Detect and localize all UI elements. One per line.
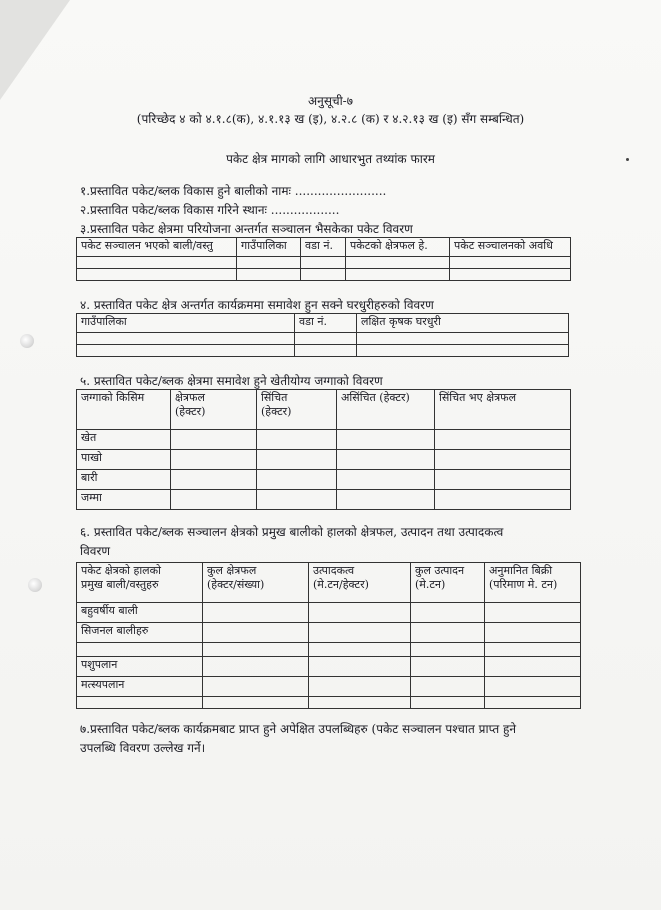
empty-cell[interactable]	[203, 603, 309, 623]
table-row	[77, 657, 581, 677]
empty-cell[interactable]	[450, 269, 571, 281]
empty-cell[interactable]	[435, 430, 571, 450]
row-label: जम्मा	[77, 490, 171, 510]
header-line: क्षेत्रफल	[175, 391, 205, 404]
empty-cell[interactable]	[485, 697, 581, 709]
table-row	[77, 623, 581, 643]
table-row	[77, 677, 581, 697]
empty-cell[interactable]	[77, 345, 295, 357]
schedule-reference: (परिच्छेद ४ को ४.१.८(क), ४.१.१३ ख (इ), ४.२.८ (क) र ४.२.१३ ख (इ) सँग सम्बन्धित)	[136, 112, 525, 126]
empty-cell[interactable]	[411, 623, 485, 643]
empty-cell[interactable]	[337, 470, 435, 490]
header-line: (हेक्टर/संख्या)	[207, 578, 265, 591]
header-cell	[435, 390, 571, 430]
item-7-heading-cont: उपलब्धि विवरण उल्लेख गर्ने।	[80, 741, 206, 755]
item-7-heading: ७.प्रस्तावित पकेट/ब्लक कार्यक्रमबाट प्राप्त हुने अपेक्षित उपलब्धिहरु (पकेट सञ्चालन पश्चात प्राप्त हुने	[80, 722, 517, 736]
empty-cell[interactable]	[203, 677, 309, 697]
header-line: जग्गाको किसिम	[81, 391, 145, 404]
empty-cell[interactable]	[435, 470, 571, 490]
table-row	[77, 333, 569, 345]
empty-cell[interactable]	[171, 450, 257, 470]
header-cell	[203, 563, 309, 603]
empty-cell[interactable]	[435, 490, 571, 510]
empty-cell[interactable]	[357, 345, 569, 357]
form-title: पकेट क्षेत्र मागको लागि आधारभुत तथ्यांक फारम	[226, 152, 435, 166]
header-cell	[171, 390, 257, 430]
header-line: कुल उत्पादन	[415, 564, 465, 577]
header-line: (मे.टन)	[415, 578, 446, 591]
empty-cell[interactable]	[450, 257, 571, 269]
table-row	[77, 345, 569, 357]
header-cell	[77, 563, 203, 603]
schedule-title: अनुसूची-७	[308, 94, 353, 108]
row-label	[77, 643, 203, 657]
header-cell: गाउँपालिका	[77, 314, 295, 333]
empty-cell[interactable]	[411, 697, 485, 709]
header-line: (मे.टन/हेक्टर)	[313, 578, 369, 591]
table-row	[77, 603, 581, 623]
empty-cell[interactable]	[257, 490, 337, 510]
empty-cell[interactable]	[203, 623, 309, 643]
empty-cell[interactable]	[237, 269, 301, 281]
row-label: सिजनल बालीहरु	[77, 623, 203, 643]
empty-cell[interactable]	[257, 450, 337, 470]
empty-cell[interactable]	[346, 269, 450, 281]
empty-cell[interactable]	[171, 490, 257, 510]
table-existing-pockets	[76, 237, 571, 281]
empty-cell[interactable]	[485, 623, 581, 643]
header-line: असिंचित (हेक्टर)	[341, 391, 410, 404]
table-row	[77, 470, 571, 490]
page-fold	[0, 0, 70, 100]
empty-cell[interactable]	[346, 257, 450, 269]
empty-cell[interactable]	[295, 345, 357, 357]
table-header-row	[77, 563, 581, 603]
table-header-row	[77, 314, 569, 333]
header-cell: पकेटको क्षेत्रफल हे.	[346, 238, 450, 257]
header-line: प्रमुख बाली/वस्तुहरु	[81, 578, 159, 591]
table-households	[76, 313, 569, 357]
header-line: अनुमानित बिक्री	[489, 564, 553, 577]
empty-cell[interactable]	[309, 697, 411, 709]
empty-cell[interactable]	[485, 657, 581, 677]
punch-hole-bottom	[28, 578, 42, 592]
empty-cell[interactable]	[411, 643, 485, 657]
item-6-heading: ६. प्रस्तावित पकेट/ब्लक सञ्चालन क्षेत्रको प्रमुख बालीको हालको क्षेत्रफल, उत्पादन तथा उत्पादकत्व	[80, 525, 504, 539]
punch-hole-top	[20, 334, 34, 348]
table-header-row	[77, 238, 571, 257]
empty-cell[interactable]	[77, 333, 295, 345]
header-cell	[257, 390, 337, 430]
header-cell	[77, 390, 171, 430]
empty-cell[interactable]	[435, 450, 571, 470]
table-row	[77, 490, 571, 510]
empty-cell[interactable]	[337, 450, 435, 470]
header-cell: गाउँपालिका	[237, 238, 301, 257]
empty-cell[interactable]	[237, 257, 301, 269]
table-row	[77, 269, 571, 281]
row-label: पशुपलान	[77, 657, 203, 677]
empty-cell[interactable]	[309, 643, 411, 657]
header-cell: लक्षित कृषक घरधुरी	[357, 314, 569, 333]
header-cell	[309, 563, 411, 603]
empty-cell[interactable]	[171, 430, 257, 450]
empty-cell[interactable]	[309, 623, 411, 643]
empty-cell[interactable]	[411, 657, 485, 677]
header-line: सिंचित	[261, 391, 288, 404]
header-line: कुल क्षेत्रफल	[207, 564, 257, 577]
empty-cell[interactable]	[203, 657, 309, 677]
table-header-row	[77, 390, 571, 430]
empty-cell[interactable]	[203, 697, 309, 709]
table-land-details	[76, 389, 571, 510]
header-line: (परिमाण मे. टन)	[489, 578, 558, 591]
empty-cell[interactable]	[301, 269, 346, 281]
header-cell: वडा नं.	[301, 238, 346, 257]
empty-cell[interactable]	[485, 603, 581, 623]
item-6-heading-cont: विवरण	[80, 544, 111, 558]
empty-cell[interactable]	[295, 333, 357, 345]
empty-cell[interactable]	[257, 470, 337, 490]
header-cell: पकेट सञ्चालनको अवधि	[450, 238, 571, 257]
table-row	[77, 430, 571, 450]
empty-cell[interactable]	[485, 677, 581, 697]
item-5-heading: ५. प्रस्तावित पकेट/ब्लक क्षेत्रमा समावेश हुने खेतीयोग्य जग्गाको विवरण	[80, 374, 383, 388]
header-line: (हेक्टर)	[175, 405, 206, 418]
header-line: पकेट क्षेत्रको हालको	[81, 564, 161, 577]
empty-cell[interactable]	[309, 677, 411, 697]
header-cell: वडा नं.	[295, 314, 357, 333]
header-cell: पकेट सञ्चालन भएको बाली/वस्तु	[77, 238, 237, 257]
empty-cell[interactable]	[77, 269, 237, 281]
empty-cell[interactable]	[203, 643, 309, 657]
table-row	[77, 697, 581, 709]
item-1-crop-name: १.प्रस्तावित पकेट/ब्लक विकास हुने बालीको नामः ........................	[80, 184, 387, 198]
empty-cell[interactable]	[171, 470, 257, 490]
table-row	[77, 643, 581, 657]
empty-cell[interactable]	[309, 657, 411, 677]
empty-cell[interactable]	[357, 333, 569, 345]
item-4-heading: ४. प्रस्तावित पकेट क्षेत्र अन्तर्गत कार्यक्रममा समावेश हुन सक्ने घरधुरीहरुको विवरण	[80, 298, 434, 312]
empty-cell[interactable]	[309, 603, 411, 623]
row-label: बहुवर्षीय बाली	[77, 603, 203, 623]
empty-cell[interactable]	[77, 257, 237, 269]
item-2-location: २.प्रस्तावित पकेट/ब्लक विकास गरिने स्थानः ..................	[80, 203, 340, 217]
header-line: (हेक्टर)	[261, 405, 292, 418]
empty-cell[interactable]	[485, 643, 581, 657]
header-line: सिंचित भए क्षेत्रफल	[439, 391, 517, 404]
row-label: खेत	[77, 430, 171, 450]
table-crop-production	[76, 562, 581, 709]
item-3-heading: ३.प्रस्तावित पकेट क्षेत्रमा परियोजना अन्तर्गत सञ्चालन भैसकेका पकेट विवरण	[80, 222, 413, 236]
empty-cell[interactable]	[301, 257, 346, 269]
row-label	[77, 697, 203, 709]
header-line: उत्पादकत्व	[313, 564, 355, 577]
empty-cell[interactable]	[337, 430, 435, 450]
header-cell	[411, 563, 485, 603]
header-cell	[337, 390, 435, 430]
empty-cell[interactable]	[337, 490, 435, 510]
empty-cell[interactable]	[411, 603, 485, 623]
empty-cell[interactable]	[257, 430, 337, 450]
table-row	[77, 257, 571, 269]
table-row	[77, 450, 571, 470]
row-label: पाखो	[77, 450, 171, 470]
row-label: मत्स्यपलान	[77, 677, 203, 697]
row-label: बारी	[77, 470, 171, 490]
header-cell	[485, 563, 581, 603]
empty-cell[interactable]	[411, 677, 485, 697]
